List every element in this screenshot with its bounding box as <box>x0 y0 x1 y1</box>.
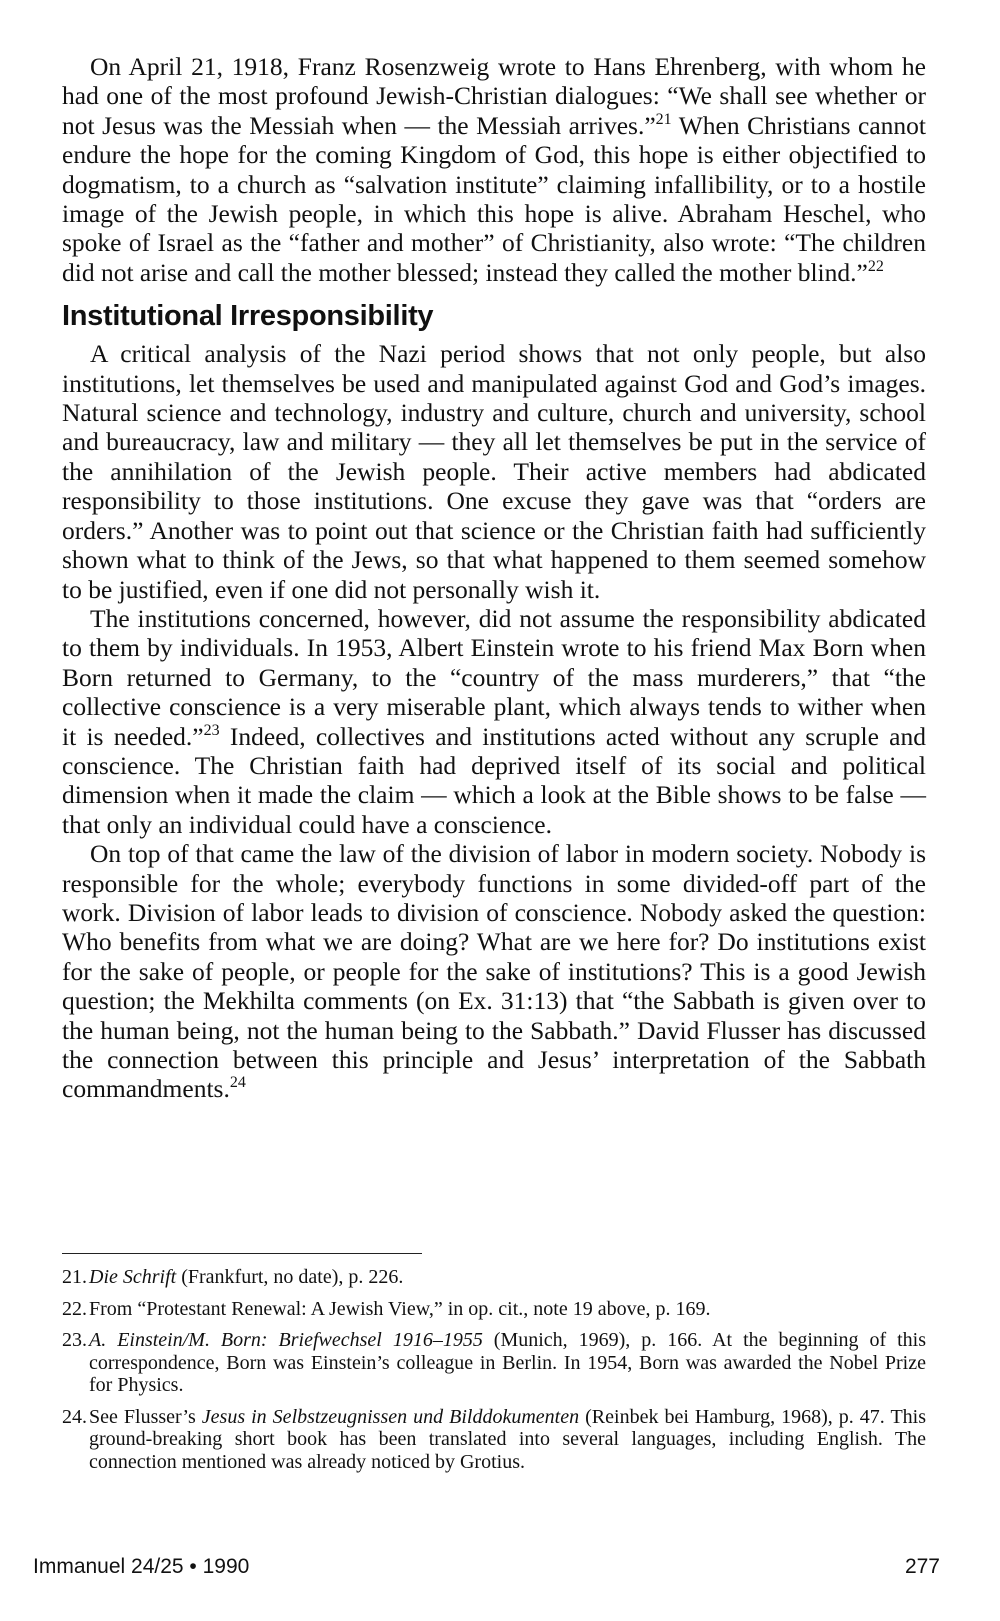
footnote-23 <box>62 1329 926 1397</box>
footnote-text <box>89 1266 926 1289</box>
footnote-title: A. Einstein/M. Born: Briefwechsel 1916–1955 <box>89 1329 483 1351</box>
footnote-24 <box>62 1406 926 1474</box>
paragraph-text: On April 21, 1918, Franz Rosenzweig wrote to Hans Ehrenberg, with whom he had one of the most profound Jewish-Christian dialogues: “We shall see whether or not Jesus was the Messiah when — the Messiah arrives.” <box>62 52 926 140</box>
footnote-title: Die Schrift <box>89 1266 177 1288</box>
footnote-21 <box>62 1266 926 1289</box>
footnote-ref-23: 23 <box>203 721 220 739</box>
footnote-body: See Flusser’s <box>89 1405 202 1428</box>
journal-citation: Immanuel 24/25 • 1990 <box>33 1555 250 1578</box>
footnote-text <box>89 1406 926 1474</box>
paragraph-rosenzweig <box>62 52 926 287</box>
paragraph-division-of-labor <box>62 839 926 1104</box>
page-number: 277 <box>904 1555 940 1578</box>
footnote-body: (Frankfurt, no date), p. 226. <box>176 1266 404 1288</box>
footnote-ref-21: 21 <box>655 110 672 128</box>
paragraph-institutions <box>62 604 926 839</box>
footnote-divider <box>62 1253 422 1254</box>
footnote-number: 21. <box>62 1266 87 1288</box>
footnote-body: (Munich, 1969), p. 166. At the beginning of this correspondence, Born was Einstein’s colleague in Berlin. In 1954, Born was awarded the Nobel Prize for Physics. <box>89 1329 926 1396</box>
paragraph-text: The institutions concerned, however, did not assume the responsibility abdicated to them by individuals. In 1953, Albert Einstein wrote to his friend Max Born when Born returned to Germany, to the “country of the mass murderers,” that “the collective conscience is a very miserable plant, which always tends to wither when it is needed.” <box>62 603 926 751</box>
main-text <box>62 52 926 1104</box>
paragraph-critical-analysis: A critical analysis of the Nazi period shows that not only people, but also institutions, let themselves be used and manipulated against God and God’s images. Natural science and technology, industry and culture, church and university, school and bureaucracy, law and military — they all let themselves be put in the service of the annihilation of the Jewish people. Their active members had abdicated responsibility to those institutions. One excuse they gave was that “orders are orders.” Another was to point out that science or the Christian faith had sufficiently shown what to think of the Jews, so that what happened to them seemed somehow to be justified, even if one did not personally wish it. <box>62 339 926 604</box>
footnote-22 <box>62 1298 926 1321</box>
footnote-number: 23. <box>62 1329 87 1351</box>
page-footer <box>33 1555 940 1579</box>
footnote-number: 24. <box>62 1405 87 1428</box>
paragraph-text: On top of that came the law of the division of labor in modern society. Nobody is responsible for the whole; everybody functions in some divided-off part of the work. Division of labor leads to division of conscience. Nobody asked the question: Who benefits from what we are doing? What are we here for? Do institutions exist for the sake of people, or people for the sake of institutions? This is a good Jewish question; the Mekhilta comments (on Ex. 31:13) that “the Sabbath is given over to the human being, not the human being to the Sabbath.” David Flusser has discussed the connection between this principle and Jesus’ interpretation of the Sabbath commandments. <box>62 839 926 1104</box>
footnote-text <box>89 1329 926 1397</box>
section-heading: Institutional Irresponsibility <box>62 300 434 333</box>
footnote-ref-24: 24 <box>229 1074 246 1092</box>
paragraph-text: Indeed, collectives and institutions acted without any scruple and conscience. The Christian faith had deprived itself of its social and political dimension when it made the claim — which a look at the Bible shows to be false — that only an individual could have a conscience. <box>62 721 926 839</box>
footnote-title: Jesus in Selbstzeugnissen und Bilddokumenten <box>201 1405 580 1428</box>
footnote-text: From “Protestant Renewal: A Jewish View,” in op. cit., note 19 above, p. 169. <box>89 1297 711 1320</box>
footnote-ref-22: 22 <box>867 257 884 275</box>
footnote-body: (Reinbek bei Hamburg, 1968), p. 47. This ground-breaking short book has been translated into several languages, including English. The connection mentioned was already noticed by Grotius. <box>89 1405 927 1473</box>
footnotes <box>62 1266 926 1482</box>
footnote-number: 22. <box>62 1297 87 1320</box>
paragraph-text: When Christians cannot endure the hope for the coming Kingdom of God, this hope is either objectified to dogmatism, to a church as “salvation institute” claiming infallibility, or to a hostile image of the Jewish people, in which this hope is alive. Abraham Heschel, who spoke of Israel as the “father and mother” of Christianity, also wrote: “The children did not arise and call the mother blessed; instead they called the mother blind.” <box>62 110 926 287</box>
